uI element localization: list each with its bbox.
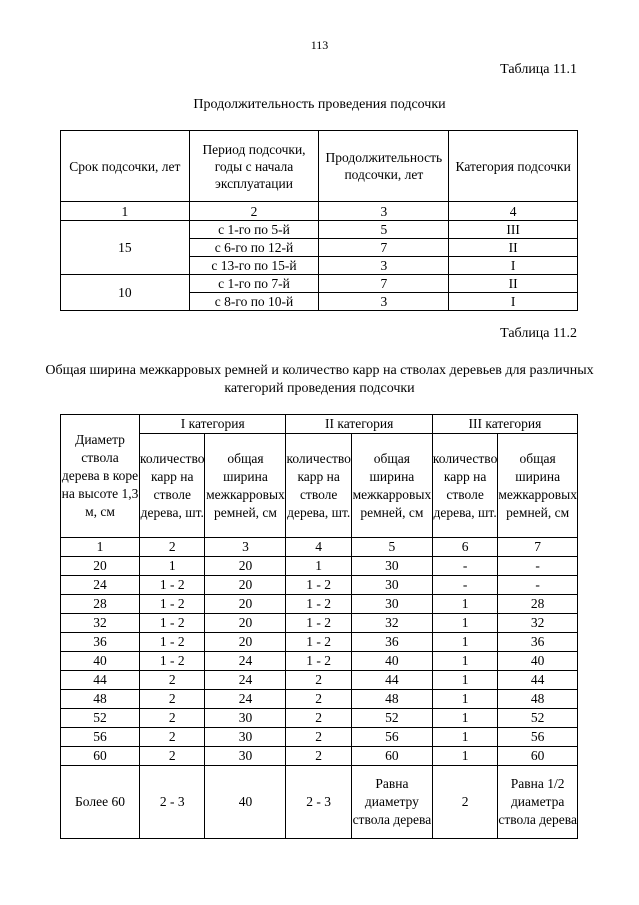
table-cell: 1 bbox=[432, 614, 497, 633]
count-subheader: количество карр на стволе дерева, шт. bbox=[432, 434, 497, 538]
table-cell: 24 bbox=[205, 652, 286, 671]
table-row bbox=[61, 595, 578, 614]
count-subheader: количество карр на стволе дерева, шт. bbox=[140, 434, 205, 538]
table-cell: 24 bbox=[61, 576, 140, 595]
table-cell: 1 bbox=[140, 557, 205, 576]
count-subheader: количество карр на стволе дерева, шт. bbox=[286, 434, 351, 538]
table-cell: 1 bbox=[432, 690, 497, 709]
table-row bbox=[61, 728, 578, 747]
table-cell: 1 bbox=[432, 595, 497, 614]
table-cell: 60 bbox=[61, 747, 140, 766]
table-1-title: Продолжительность проведения подсочки bbox=[193, 97, 446, 112]
table-cell: 1 - 2 bbox=[286, 652, 351, 671]
table-cell: Равна 1/2 диаметра ствола дерева bbox=[498, 766, 578, 839]
table-cell: 2 bbox=[140, 709, 205, 728]
table-cell: 32 bbox=[61, 614, 140, 633]
category-cell: III bbox=[449, 221, 578, 239]
table-cell: 36 bbox=[498, 633, 578, 652]
table-cell: 2 bbox=[140, 671, 205, 690]
table-cell: 1 - 2 bbox=[140, 652, 205, 671]
table-cell: 1 bbox=[432, 633, 497, 652]
table-cell: 20 bbox=[205, 614, 286, 633]
table-cell: 1 - 2 bbox=[286, 633, 351, 652]
table-cell: 2 bbox=[286, 671, 351, 690]
table-cell: 1 - 2 bbox=[140, 595, 205, 614]
table-cell: 2 bbox=[286, 747, 351, 766]
column-number: 1 bbox=[61, 538, 140, 557]
table-cell: 48 bbox=[351, 690, 432, 709]
category-header: III категория bbox=[432, 415, 577, 434]
column-number: 2 bbox=[189, 202, 319, 221]
duration-cell: 7 bbox=[319, 275, 449, 293]
table-cell: 28 bbox=[61, 595, 140, 614]
header-cell: Период подсочки, годы с начала эксплуатации bbox=[189, 131, 319, 202]
table-cell: - bbox=[432, 576, 497, 595]
table-row bbox=[61, 221, 578, 239]
period-cell: с 13-го по 15-й bbox=[189, 257, 319, 275]
category-cell: I bbox=[449, 293, 578, 311]
table-row bbox=[61, 576, 578, 595]
table-cell: 2 bbox=[140, 747, 205, 766]
table-cell: 48 bbox=[61, 690, 140, 709]
period-cell: с 1-го по 5-й bbox=[189, 221, 319, 239]
category-cell: I bbox=[449, 257, 578, 275]
table-cell: 52 bbox=[498, 709, 578, 728]
category-header: II категория bbox=[286, 415, 432, 434]
table-row bbox=[61, 671, 578, 690]
table-1-caption: Таблица 11.1 bbox=[500, 62, 577, 77]
table-cell: 40 bbox=[351, 652, 432, 671]
column-number: 3 bbox=[319, 202, 449, 221]
table-row bbox=[61, 557, 578, 576]
table-cell: 30 bbox=[205, 709, 286, 728]
table-cell: 28 bbox=[498, 595, 578, 614]
table-row bbox=[61, 614, 578, 633]
table-cell: 36 bbox=[61, 633, 140, 652]
table-cell: 40 bbox=[61, 652, 140, 671]
column-number: 4 bbox=[449, 202, 578, 221]
table-cell: 1 bbox=[286, 557, 351, 576]
table-cell: 2 bbox=[432, 766, 497, 839]
category-header: I категория bbox=[140, 415, 286, 434]
table-cell: 1 bbox=[432, 747, 497, 766]
table-cell: 2 bbox=[140, 690, 205, 709]
table-cell: 30 bbox=[205, 747, 286, 766]
column-number: 6 bbox=[432, 538, 497, 557]
duration-cell: 3 bbox=[319, 293, 449, 311]
header-cell: Срок подсочки, лет bbox=[61, 131, 190, 202]
table-cell: 2 - 3 bbox=[140, 766, 205, 839]
table-cell: 1 - 2 bbox=[140, 614, 205, 633]
table-cell: 32 bbox=[498, 614, 578, 633]
table-cell: - bbox=[432, 557, 497, 576]
width-subheader: общая ширина межкарровых ремней, см bbox=[205, 434, 286, 538]
table-cell: 36 bbox=[351, 633, 432, 652]
table-row bbox=[61, 275, 578, 293]
table-cell: 44 bbox=[498, 671, 578, 690]
table-cell: 60 bbox=[351, 747, 432, 766]
table-row bbox=[61, 747, 578, 766]
column-number: 2 bbox=[140, 538, 205, 557]
period-cell: с 8-го по 10-й bbox=[189, 293, 319, 311]
table-cell: 30 bbox=[351, 557, 432, 576]
table-cell: 30 bbox=[205, 728, 286, 747]
period-cell: с 6-го по 12-й bbox=[189, 239, 319, 257]
table-cell: 52 bbox=[351, 709, 432, 728]
diameter-header: Диаметр ствола дерева в коре на высоте 1,3 м, см bbox=[61, 415, 140, 538]
table-cell: 20 bbox=[205, 576, 286, 595]
table-row bbox=[61, 652, 578, 671]
duration-cell: 3 bbox=[319, 257, 449, 275]
table-cell: 1 - 2 bbox=[140, 633, 205, 652]
term-cell: 10 bbox=[61, 275, 190, 311]
duration-table bbox=[60, 130, 578, 311]
table-2-caption: Таблица 11.2 bbox=[500, 326, 577, 341]
table-cell: 20 bbox=[205, 557, 286, 576]
table-cell: 1 bbox=[432, 728, 497, 747]
column-number: 1 bbox=[61, 202, 190, 221]
table-row bbox=[61, 690, 578, 709]
table-cell: 24 bbox=[205, 671, 286, 690]
table-cell: 24 bbox=[205, 690, 286, 709]
table-cell: 48 bbox=[498, 690, 578, 709]
category-cell: II bbox=[449, 239, 578, 257]
term-cell: 15 bbox=[61, 221, 190, 275]
table-cell: 56 bbox=[351, 728, 432, 747]
table-cell: 1 - 2 bbox=[286, 576, 351, 595]
duration-cell: 7 bbox=[319, 239, 449, 257]
table-cell: 1 bbox=[432, 652, 497, 671]
duration-cell: 5 bbox=[319, 221, 449, 239]
column-number: 5 bbox=[351, 538, 432, 557]
table-cell: 56 bbox=[498, 728, 578, 747]
table-cell: 32 bbox=[351, 614, 432, 633]
table-cell: Более 60 bbox=[61, 766, 140, 839]
table-cell: 1 - 2 bbox=[286, 614, 351, 633]
column-number: 3 bbox=[205, 538, 286, 557]
table-cell: 1 bbox=[432, 671, 497, 690]
table-cell: 20 bbox=[205, 633, 286, 652]
table-cell: 2 bbox=[140, 728, 205, 747]
table-cell: 2 bbox=[286, 728, 351, 747]
table-cell: 60 bbox=[498, 747, 578, 766]
table-2-title: Общая ширина межкарровых ремней и количество карр на стволах деревьев для различных категорий проведения подсочки bbox=[45, 363, 594, 396]
header-cell: Продолжительность подсочки, лет bbox=[319, 131, 449, 202]
table-cell: 52 bbox=[61, 709, 140, 728]
category-cell: II bbox=[449, 275, 578, 293]
table-cell: Равна диаметру ствола дерева bbox=[351, 766, 432, 839]
table-row bbox=[61, 633, 578, 652]
table-cell: 30 bbox=[351, 576, 432, 595]
table-cell: 1 - 2 bbox=[286, 595, 351, 614]
table-row bbox=[61, 766, 578, 839]
table-cell: 1 bbox=[432, 709, 497, 728]
table-cell: 40 bbox=[498, 652, 578, 671]
table-cell: 20 bbox=[61, 557, 140, 576]
table-row bbox=[61, 709, 578, 728]
table-cell: 44 bbox=[351, 671, 432, 690]
table-cell: 56 bbox=[61, 728, 140, 747]
header-cell: Категория подсочки bbox=[449, 131, 578, 202]
table-cell: 40 bbox=[205, 766, 286, 839]
column-number: 7 bbox=[498, 538, 578, 557]
table-cell: - bbox=[498, 557, 578, 576]
width-subheader: общая ширина межкарровых ремней, см bbox=[498, 434, 578, 538]
period-cell: с 1-го по 7-й bbox=[189, 275, 319, 293]
belt-width-table bbox=[60, 414, 578, 839]
width-subheader: общая ширина межкарровых ремней, см bbox=[351, 434, 432, 538]
page-number: 113 bbox=[310, 38, 329, 52]
table-cell: 2 bbox=[286, 709, 351, 728]
table-cell: 30 bbox=[351, 595, 432, 614]
column-number: 4 bbox=[286, 538, 351, 557]
table-cell: 44 bbox=[61, 671, 140, 690]
table-cell: 20 bbox=[205, 595, 286, 614]
table-cell: 2 - 3 bbox=[286, 766, 351, 839]
table-cell: - bbox=[498, 576, 578, 595]
table-cell: 1 - 2 bbox=[140, 576, 205, 595]
table-cell: 2 bbox=[286, 690, 351, 709]
